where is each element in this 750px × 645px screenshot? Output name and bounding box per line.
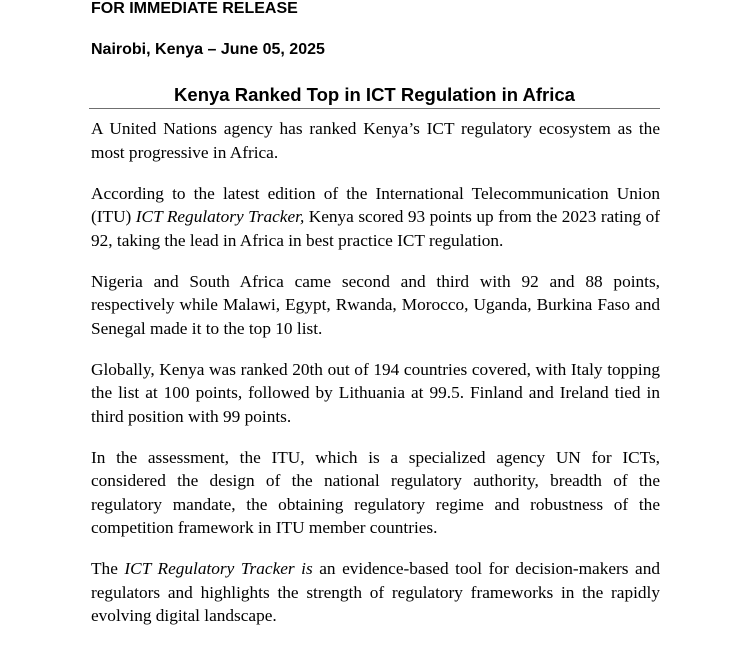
paragraph-global-ranking	[91, 358, 660, 429]
paragraph-text: A United Nations agency has ranked Kenya’s ICT regulatory ecosystem as the most progressive in Africa.	[91, 119, 660, 162]
paragraph-tracker-description	[91, 557, 660, 628]
paragraph-text-after: an evidence-based tool for decision-makers and regulators and highlights the strength of regulatory frameworks in the rapidly evolving digital landscape.	[91, 559, 660, 625]
paragraph-text-before: According to the latest edition of the International Telecommunication Union (ITU)	[91, 183, 660, 226]
headline-divider	[89, 108, 660, 109]
paragraph-text: Nigeria and South Africa came second and third with 92 and 88 points, respectively while Malawi, Egypt, Rwanda, Morocco, Uganda, Burkina Faso and Senegal made it to the top 10 list.	[91, 271, 660, 338]
press-release-body	[91, 117, 660, 645]
headline: Kenya Ranked Top in ICT Regulation in Africa	[174, 84, 575, 105]
paragraph-africa-ranking	[91, 270, 660, 341]
tracker-name-italic: ICT Regulatory Tracker,	[135, 207, 305, 226]
paragraph-intro	[91, 117, 660, 164]
paragraph-text: In the assessment, the ITU, which is a specialized agency UN for ICTs, considered the design of the national regulatory authority, breadth of the regulatory mandate, the obtaining regulatory regime and robustness of the competition framework in ITU member countries.	[91, 447, 660, 537]
paragraph-assessment	[91, 446, 660, 540]
paragraph-text: Globally, Kenya was ranked 20th out of 194 countries covered, with Italy topping the list at 100 points, followed by Lithuania at 99.5. Finland and Ireland tied in third position with 99 points.	[91, 359, 660, 426]
dateline: Nairobi, Kenya – June 05, 2025	[91, 41, 325, 58]
tracker-name-italic: ICT Regulatory Tracker is	[124, 559, 313, 578]
paragraph-text-before: The	[91, 559, 125, 578]
paragraph-text-after: Kenya scored 93 points up from the 2023 rating of 92, taking the lead in Africa in best practice ICT regulation.	[91, 207, 660, 250]
release-label: FOR IMMEDIATE RELEASE	[91, 0, 298, 17]
paragraph-itu-tracker	[91, 182, 660, 253]
